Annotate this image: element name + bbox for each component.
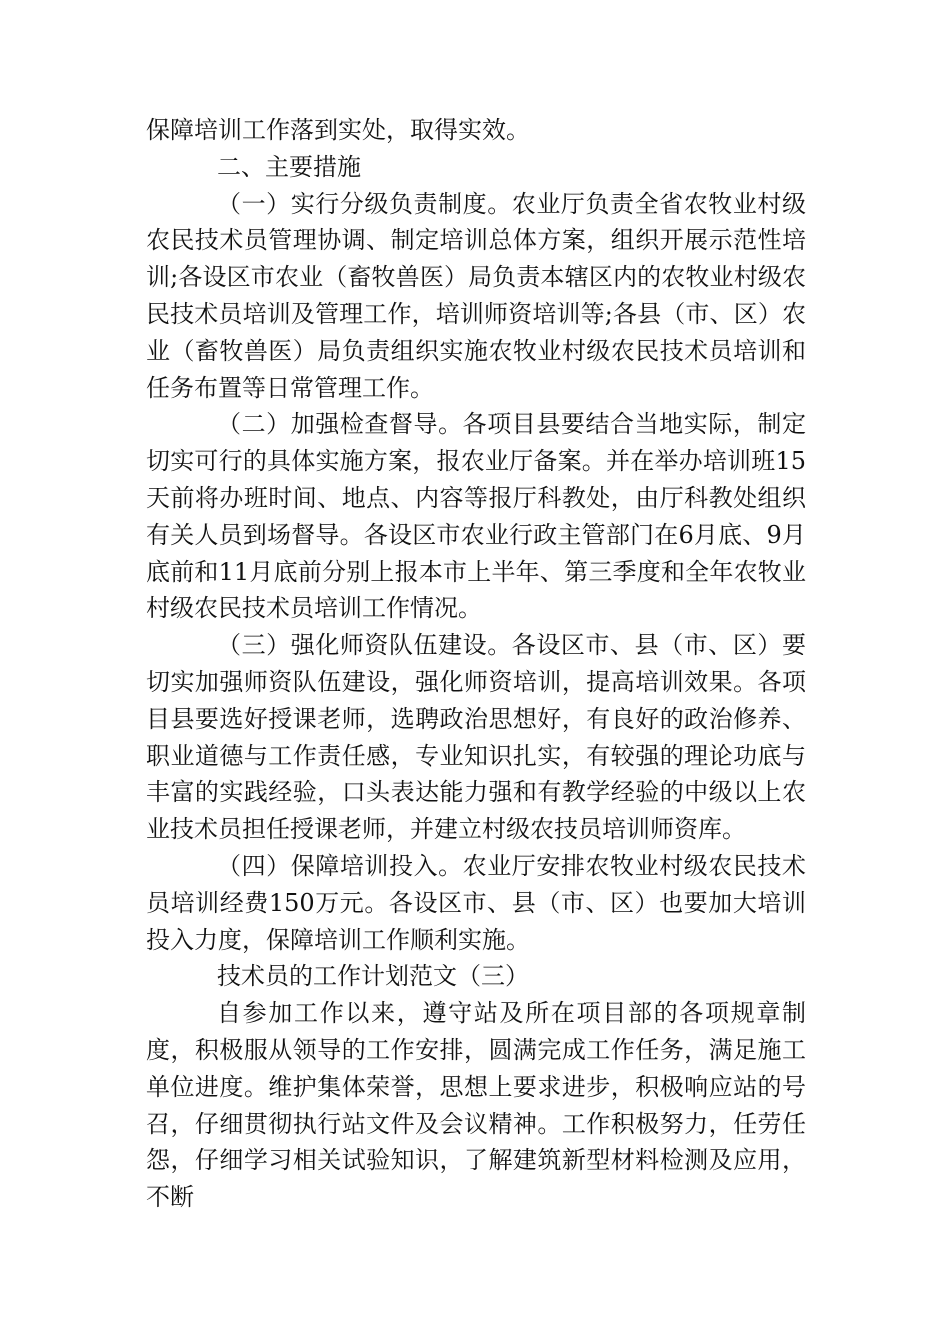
section-heading-work-plan-3: 技术员的工作计划范文（三） bbox=[217, 962, 529, 991]
paragraph-measure-4: （四）保障培训投入。农业厅安排农牧业村级农民技术员培训经费150万元。各设区市、县（市、区）也要加大培训投入力度，保障培训工作顺利实施。 bbox=[146, 851, 806, 954]
document-body bbox=[146, 112, 806, 1216]
paragraph-measure-1: （一）实行分级负责制度。农业厅负责全省农牧业村级农民技术员管理协调、制定培训总体方案，组织开展示范性培训;各设区市农业（畜牧兽医）局负责本辖区内的农牧业村级农民技术员培训及管理工作，培训师资培训等;各县（市、区）农业（畜牧兽医）局负责组织实施农牧业村级农民技术员培训和任务布置等日常管理工作。 bbox=[146, 189, 806, 402]
section-heading-main-measures: 二、主要措施 bbox=[217, 152, 361, 181]
paragraph-work-plan-body: 自参加工作以来，遵守站及所在项目部的各项规章制度，积极服从领导的工作安排，圆满完成工作任务，满足施工单位进度。维护集体荣誉，思想上要求进步，积极响应站的号召，仔细贯彻执行站文件及会议精神。工作积极努力，任劳任怨，仔细学习相关试验知识，了解建筑新型材料检测及应用，不断 bbox=[146, 999, 806, 1212]
paragraph-measure-3: （三）强化师资队伍建设。各设区市、县（市、区）要切实加强师资队伍建设，强化师资培训，提高培训效果。各项目县要选好授课老师，选聘政治思想好，有良好的政治修养、职业道德与工作责任感，专业知识扎实，有较强的理论功底与丰富的实践经验，口头表达能力强和有教学经验的中级以上农业技术员担任授课老师，并建立村级农技员培训师资库。 bbox=[146, 631, 806, 844]
paragraph-continuation: 保障培训工作落到实处，取得实效。 bbox=[146, 116, 530, 144]
paragraph-measure-2: （二）加强检查督导。各项目县要结合当地实际，制定切实可行的具体实施方案，报农业厅备案。并在举办培训班15天前将办班时间、地点、内容等报厅科教处，由厅科教处组织有关人员到场督导。各设区市农业行政主管部门在6月底、9月底前和11月底前分别上报本市上半年、第三季度和全年农牧业村级农民技术员培训工作情况。 bbox=[146, 410, 806, 623]
